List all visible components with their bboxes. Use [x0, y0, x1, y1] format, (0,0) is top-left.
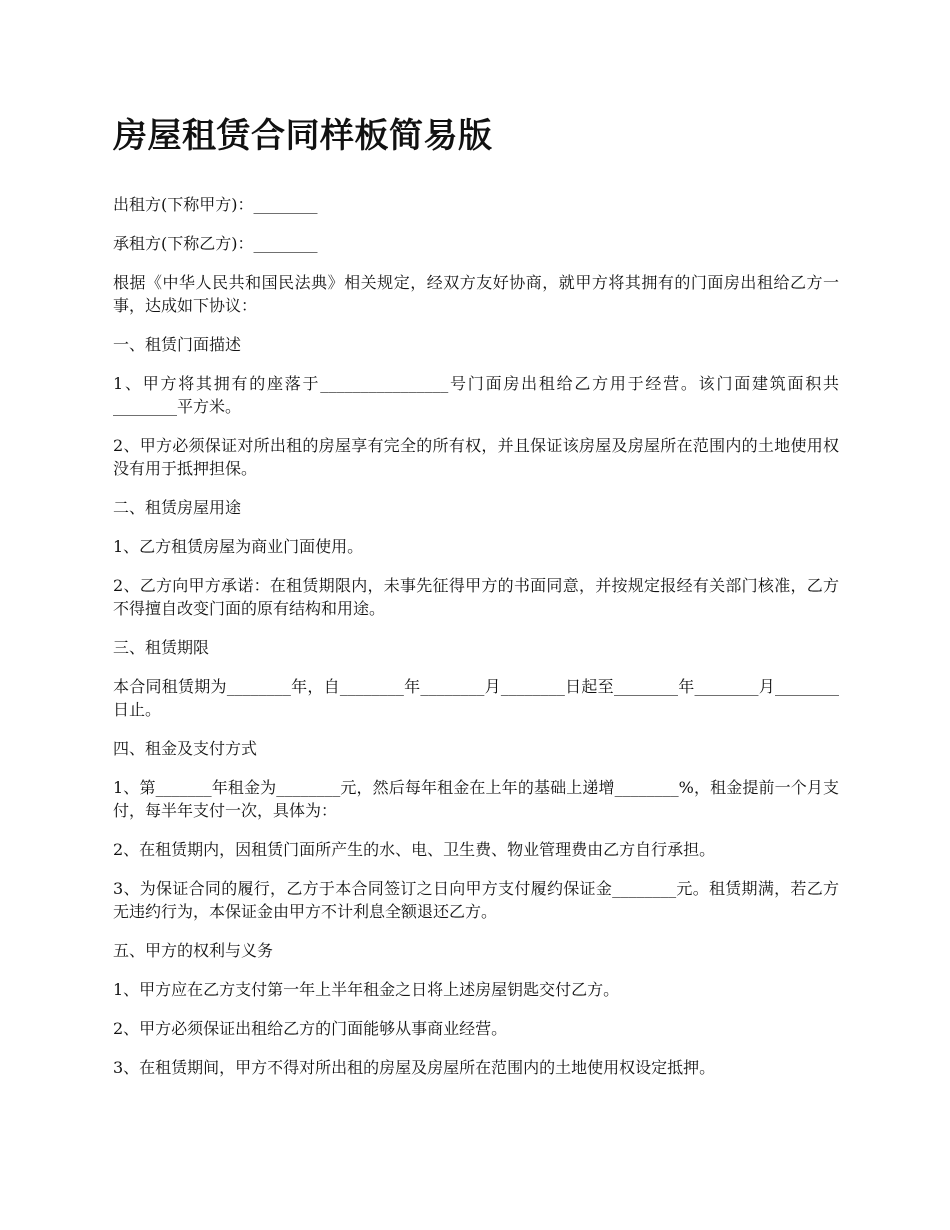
clause-paragraph: 3、为保证合同的履行，乙方于本合同签订之日向甲方支付履约保证金________元。租赁期满，若乙方无违约行为，本保证金由甲方不计利息全额退还乙方。 — [113, 879, 839, 921]
clause-paragraph: 1、第_______年租金为________元，然后每年租金在上年的基础上递增________%，租金提前一个月支付，每半年支付一次，具体为： — [113, 778, 839, 820]
clause-paragraph: 3、在租赁期间，甲方不得对所出租的房屋及房屋所在范围内的土地使用权设定抵押。 — [113, 1058, 716, 1077]
clause-paragraph: 1、甲方应在乙方支付第一年上半年租金之日将上述房屋钥匙交付乙方。 — [113, 980, 620, 999]
clause-paragraph: 2、甲方必须保证出租给乙方的门面能够从事商业经营。 — [113, 1019, 508, 1038]
clause-paragraph: 2、在租赁期内，因租赁门面所产生的水、电、卫生费、物业管理费由乙方自行承担。 — [113, 840, 716, 859]
document-title: 房屋租赁合同样板简易版 — [113, 116, 493, 156]
clause-paragraph: 1、乙方租赁房屋为商业门面使用。 — [113, 537, 364, 556]
lessor-line: 出租方(下称甲方)：________ — [113, 195, 318, 214]
section-heading-1: 一、租赁门面描述 — [113, 335, 242, 354]
clause-paragraph: 2、乙方向甲方承诺：在租赁期限内，未事先征得甲方的书面同意，并按规定报经有关部门核准，乙方不得擅自改变门面的原有结构和用途。 — [113, 576, 839, 618]
document-page — [113, 112, 839, 1095]
section-heading-5: 五、甲方的权利与义务 — [113, 941, 274, 960]
section-heading-2: 二、租赁房屋用途 — [113, 498, 242, 517]
section-heading-3: 三、租赁期限 — [113, 638, 210, 657]
lessee-line: 承租方(下称乙方)：________ — [113, 234, 318, 253]
preamble-paragraph: 根据《中华人民共和国民法典》相关规定，经双方友好协商，就甲方将其拥有的门面房出租给乙方一事，达成如下协议： — [113, 273, 839, 315]
clause-paragraph: 2、甲方必须保证对所出租的房屋享有完全的所有权，并且保证该房屋及房屋所在范围内的土地使用权没有用于抵押担保。 — [113, 436, 839, 478]
clause-paragraph: 1、甲方将其拥有的座落于________________号门面房出租给乙方用于经营。该门面建筑面积共________平方米。 — [113, 374, 839, 416]
section-heading-4: 四、租金及支付方式 — [113, 739, 258, 758]
clause-paragraph: 本合同租赁期为________年，自________年________月________日起至________年________月________日止。 — [113, 677, 839, 719]
